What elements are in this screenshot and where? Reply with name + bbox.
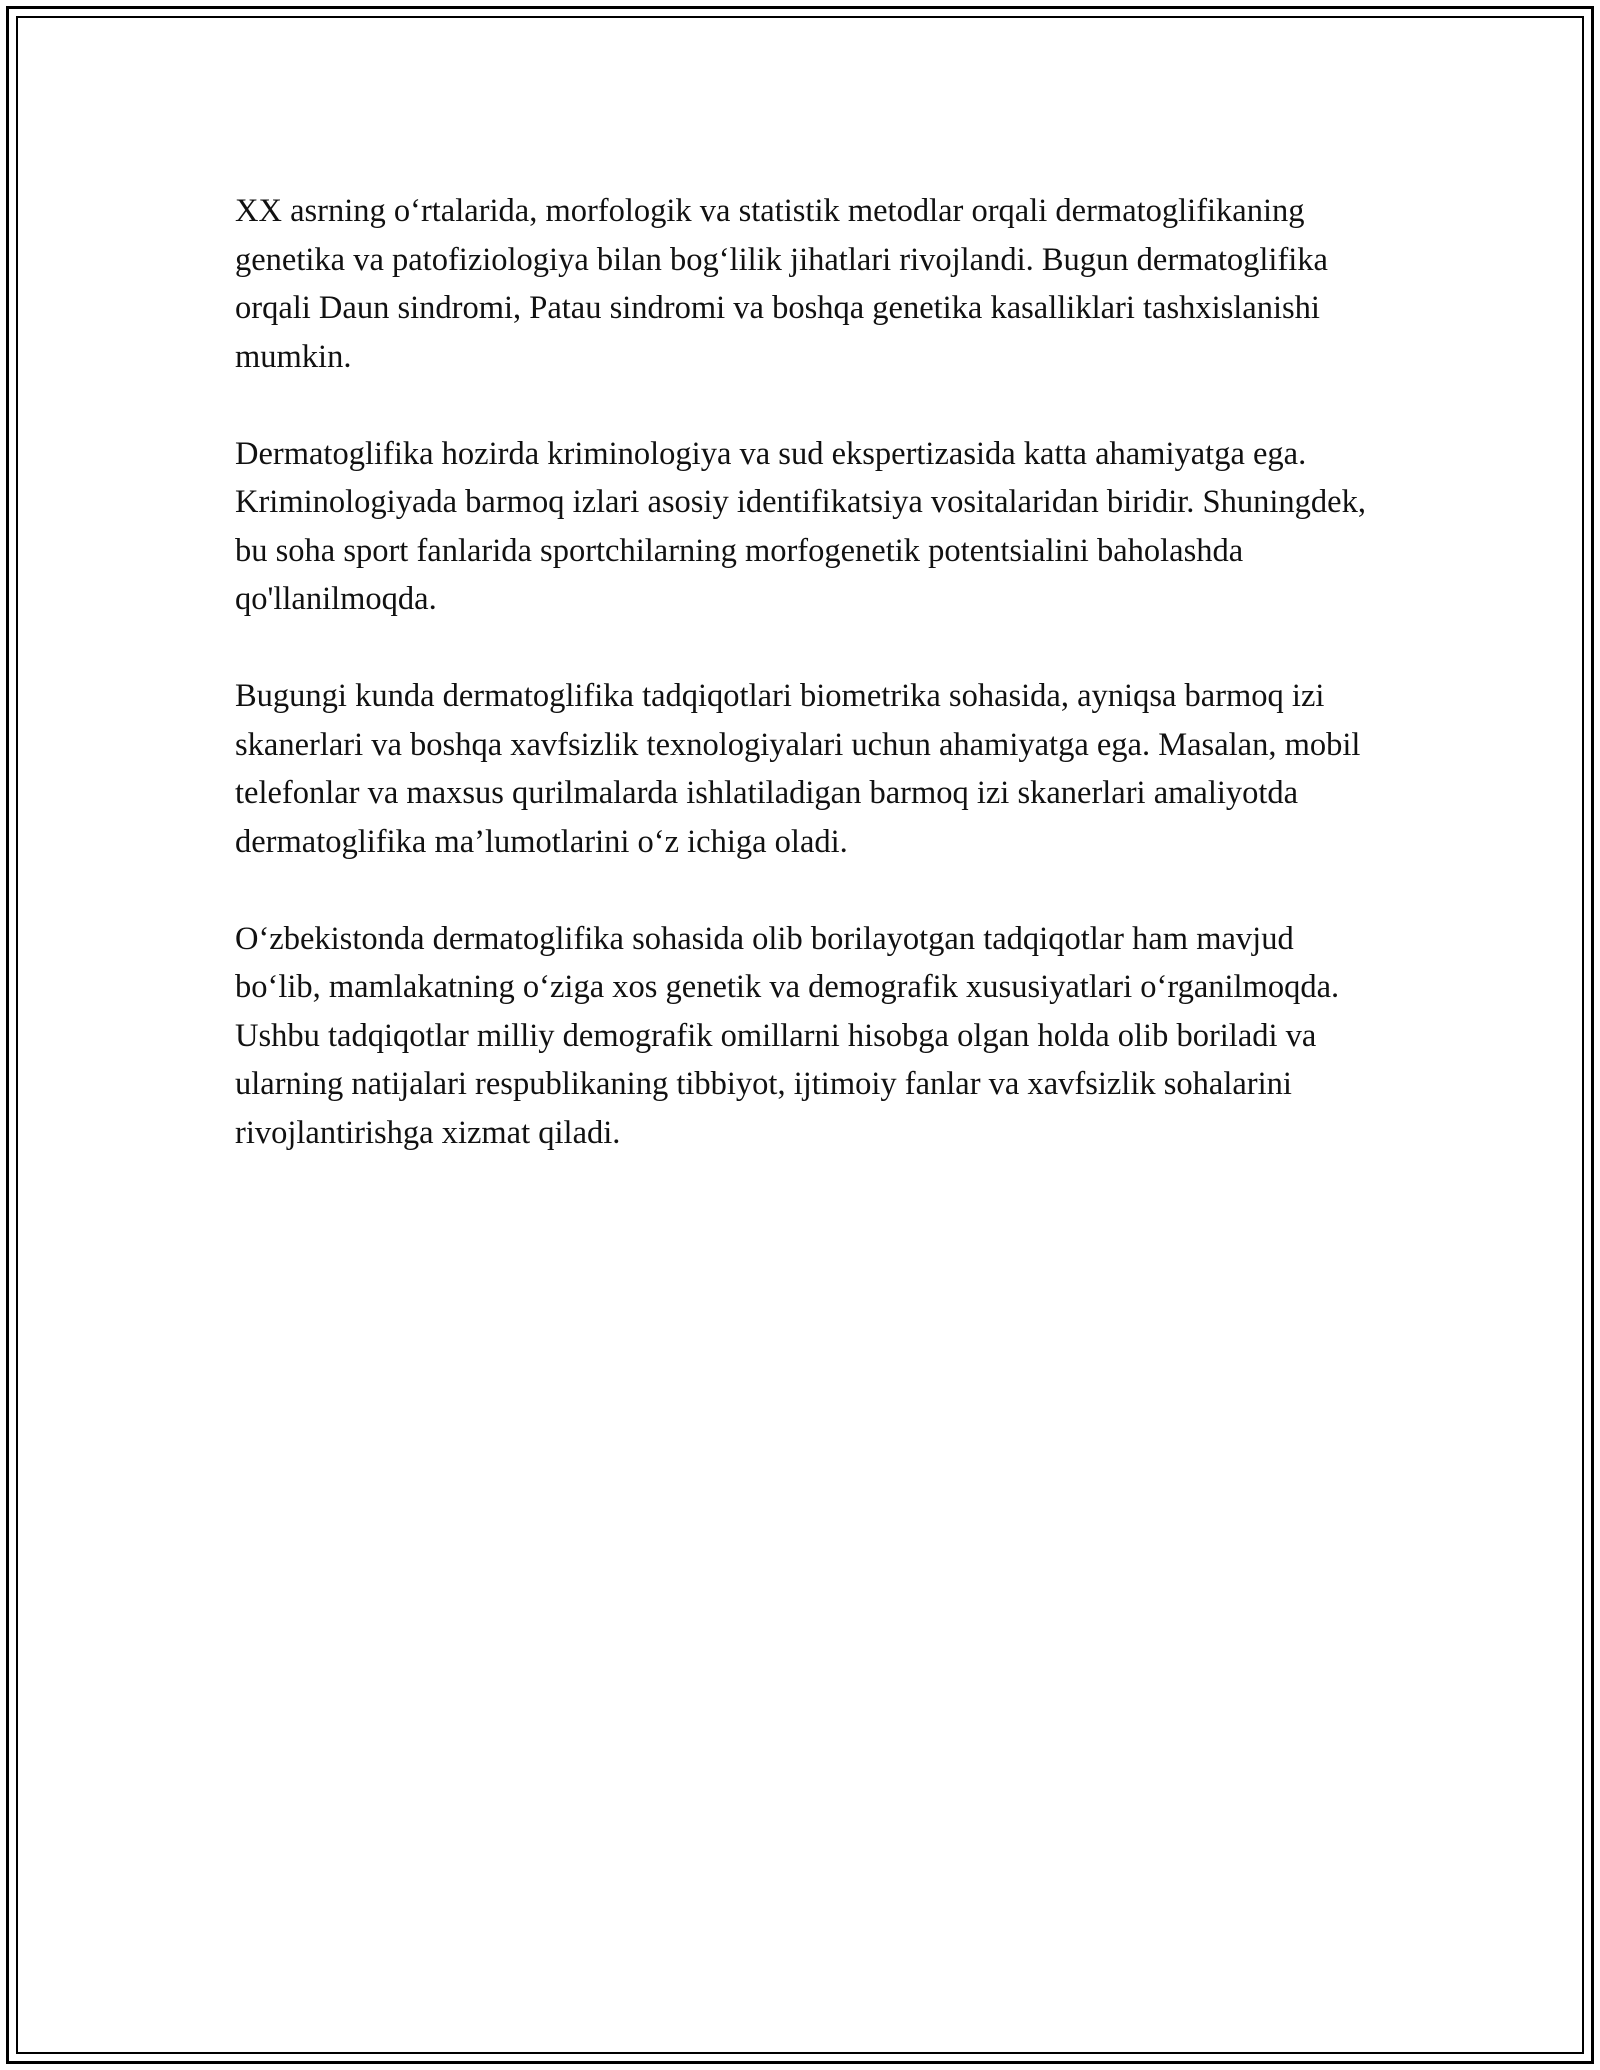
paragraph-4: O‘zbekistonda dermatoglifika sohasida olib borilayotgan tadqiqotlar ham mavjud bo‘lib, mamlakatning o‘ziga xos genetik va demografik xususiyatlari o‘rganilmoqda. Ushbu tadqiqotlar milliy demografik omillarni hisobga olgan holda olib boriladi va ularning natijalari respublikaning tibbiyot, ijtimoiy fanlar va xavfsizlik sohalarini rivojlantirishga xizmat qiladi. (235, 920, 1340, 1151)
document-body (235, 187, 1385, 1157)
paragraph-2: Dermatoglifika hozirda kriminologiya va sud ekspertizasida katta ahamiyatga ega. Kriminologiyada barmoq izlari asosiy identifikatsiya vositalaridan biridir. Shuningdek, bu soha sport fanlarida sportchilarning morfogenetik potentsialini baholashda qo'llanilmoqda. (235, 435, 1366, 617)
paragraph-3: Bugungi kunda dermatoglifika tadqiqotlari biometrika sohasida, ayniqsa barmoq izi skanerlari va boshqa xavfsizlik texnologiyalari uchun ahamiyatga ega. Masalan, mobil telefonlar va maxsus qurilmalarda ishlatiladigan barmoq izi skanerlari amaliyotda dermatoglifika ma’lumotlarini o‘z ichiga oladi. (235, 678, 1361, 860)
paragraph-1: XX asrning o‘rtalarida, morfologik va statistik metodlar orqali dermatoglifikaning genetika va patofiziologiya bilan bog‘lilik jihatlari rivojlandi. Bugun dermatoglifika orqali Daun sindromi, Patau sindromi va boshqa genetika kasalliklari tashxislanishi mumkin. (235, 193, 1328, 375)
